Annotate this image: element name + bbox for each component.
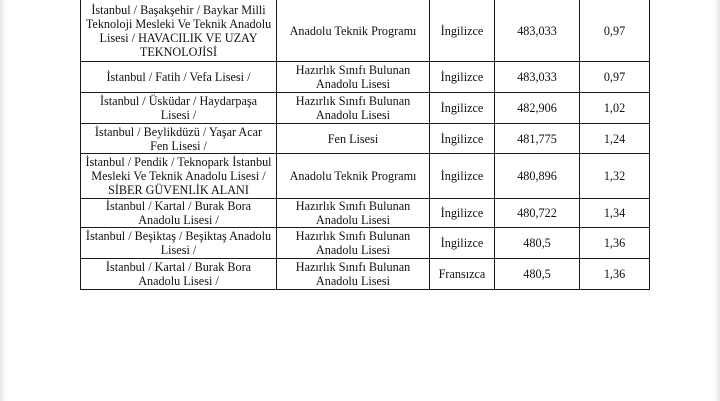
school-type-cell: Hazırlık Sınıfı Bulunan Anadolu Lisesi (277, 228, 430, 259)
percentile-cell: 1,36 (580, 259, 650, 290)
score-cell: 480,722 (495, 199, 580, 228)
school-results-table (80, 0, 650, 290)
percentile-cell: 1,02 (580, 93, 650, 124)
school-type-cell: Hazırlık Sınıfı Bulunan Anadolu Lisesi (277, 93, 430, 124)
school-type-cell: Fen Lisesi (277, 124, 430, 154)
percentile-cell: 1,24 (580, 124, 650, 154)
percentile-cell: 1,34 (580, 199, 650, 228)
language-cell: İngilizce (430, 0, 495, 62)
table-row (81, 228, 650, 259)
score-cell: 480,896 (495, 154, 580, 199)
table-row (81, 154, 650, 199)
language-cell: İngilizce (430, 124, 495, 154)
school-type-cell: Anadolu Teknik Programı (277, 0, 430, 62)
language-cell: İngilizce (430, 154, 495, 199)
page-edge-left (0, 0, 6, 401)
language-cell: İngilizce (430, 199, 495, 228)
percentile-cell: 1,32 (580, 154, 650, 199)
school-name-cell: İstanbul / Beylikdüzü / Yaşar Acar Fen Lisesi / (81, 124, 277, 154)
score-cell: 483,033 (495, 62, 580, 93)
school-name-cell: İstanbul / Fatih / Vefa Lisesi / (81, 62, 277, 93)
table-row (81, 93, 650, 124)
school-name-cell: İstanbul / Beşiktaş / Beşiktaş Anadolu Lisesi / (81, 228, 277, 259)
language-cell: Fransızca (430, 259, 495, 290)
school-type-cell: Hazırlık Sınıfı Bulunan Anadolu Lisesi (277, 199, 430, 228)
school-name-cell: İstanbul / Başakşehir / Baykar Milli Teknoloji Mesleki Ve Teknik Anadolu Lisesi / HAVACILIK VE UZAY TEKNOLOJİSİ (81, 0, 277, 62)
language-cell: İngilizce (430, 62, 495, 93)
score-cell: 483,033 (495, 0, 580, 62)
school-name-cell: İstanbul / Pendik / Teknopark İstanbul Mesleki Ve Teknik Anadolu Lisesi / SİBER GÜVENLİK ALANI (81, 154, 277, 199)
score-cell: 480,5 (495, 228, 580, 259)
score-cell: 480,5 (495, 259, 580, 290)
table-row (81, 199, 650, 228)
language-cell: İngilizce (430, 93, 495, 124)
page-edge-right (714, 0, 720, 401)
table-row (81, 124, 650, 154)
table-row (81, 0, 650, 62)
language-cell: İngilizce (430, 228, 495, 259)
table-row (81, 62, 650, 93)
school-type-cell: Hazırlık Sınıfı Bulunan Anadolu Lisesi (277, 62, 430, 93)
score-cell: 482,906 (495, 93, 580, 124)
school-name-cell: İstanbul / Üsküdar / Haydarpaşa Lisesi / (81, 93, 277, 124)
school-type-cell: Hazırlık Sınıfı Bulunan Anadolu Lisesi (277, 259, 430, 290)
percentile-cell: 0,97 (580, 62, 650, 93)
percentile-cell: 1,36 (580, 228, 650, 259)
table-row (81, 259, 650, 290)
school-type-cell: Anadolu Teknik Programı (277, 154, 430, 199)
percentile-cell: 0,97 (580, 0, 650, 62)
score-cell: 481,775 (495, 124, 580, 154)
school-name-cell: İstanbul / Kartal / Burak Bora Anadolu Lisesi / (81, 199, 277, 228)
school-name-cell: İstanbul / Kartal / Burak Bora Anadolu Lisesi / (81, 259, 277, 290)
